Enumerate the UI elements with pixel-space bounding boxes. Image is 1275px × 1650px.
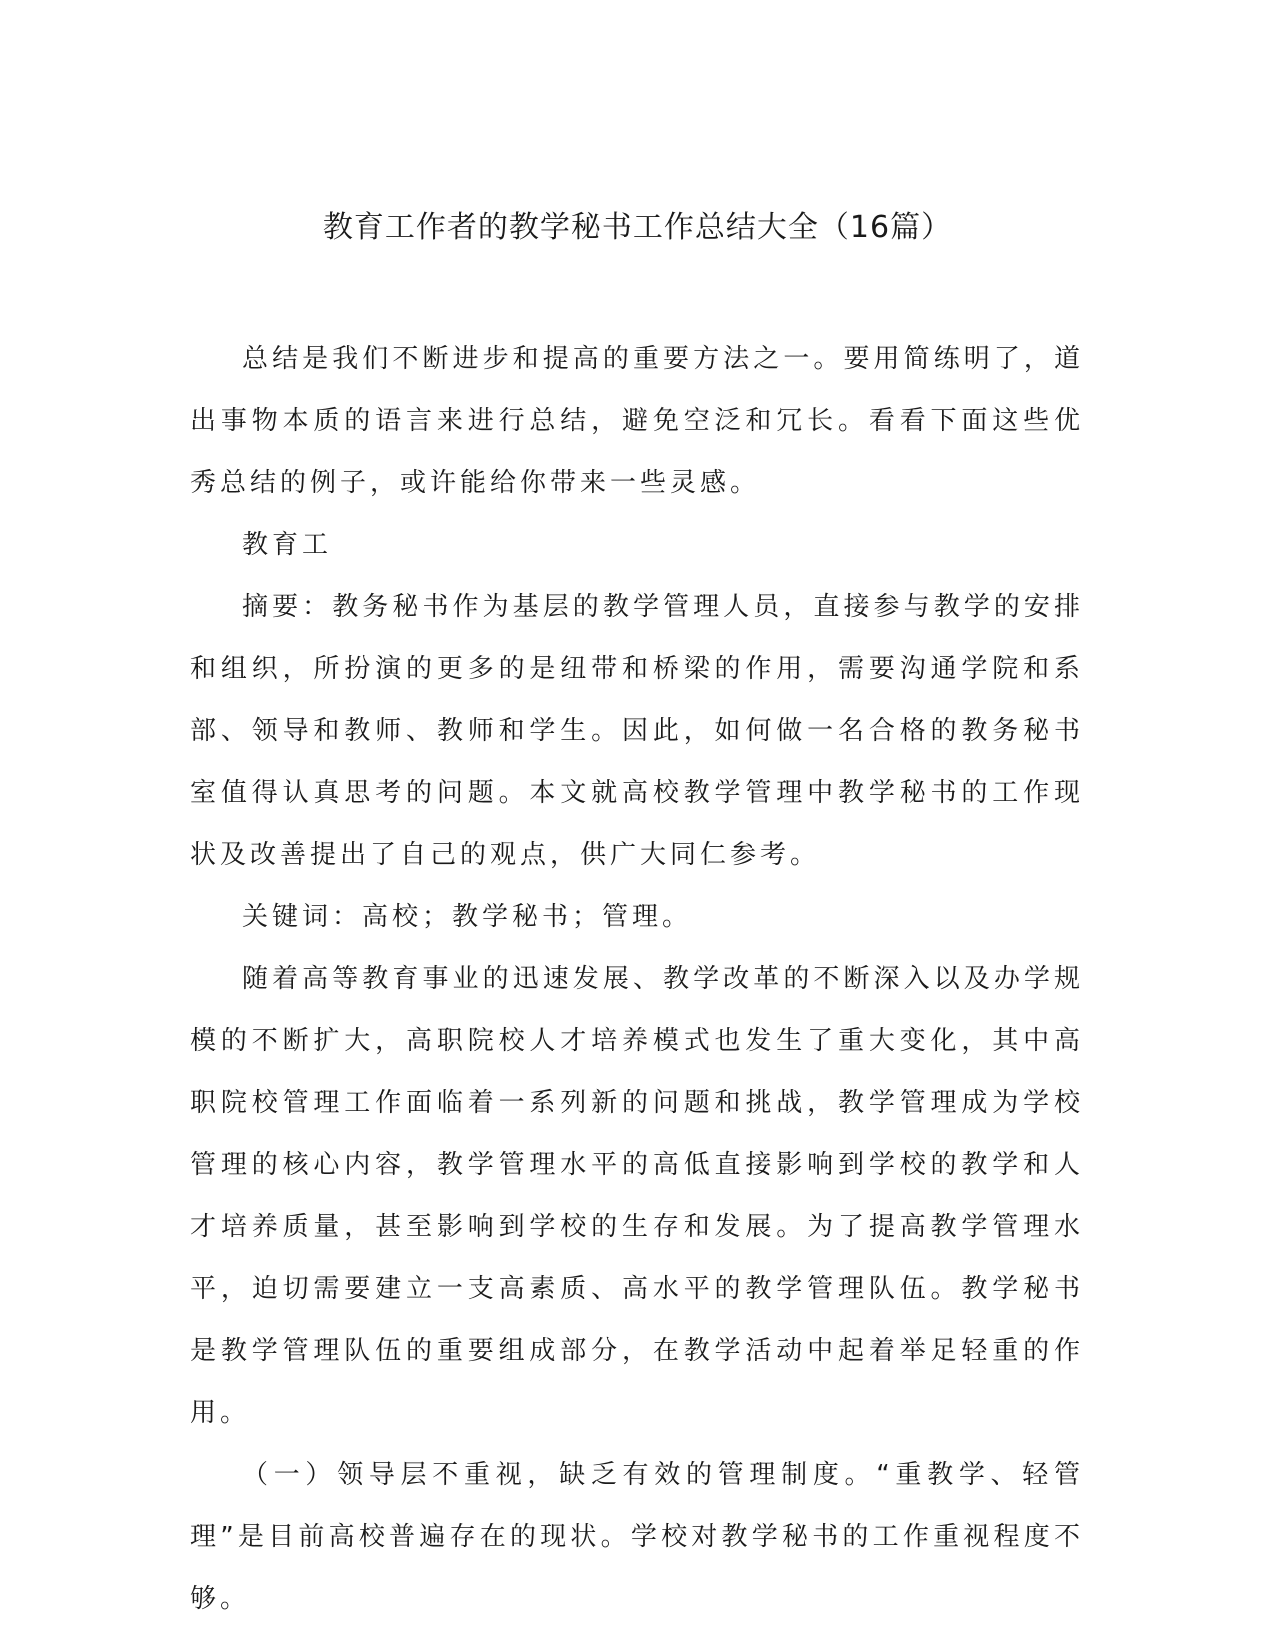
document-body (190, 328, 1084, 1630)
paragraph-background: 随着高等教育事业的迅速发展、教学改革的不断深入以及办学规模的不断扩大，高职院校人才培养模式也发生了重大变化，其中高职院校管理工作面临着一系列新的问题和挑战，教学管理成为学校管理的核心内容，教学管理水平的高低直接影响到学校的教学和人才培养质量，甚至影响到学校的生存和发展。为了提高教学管理水平，迫切需要建立一支高素质、高水平的教学管理队伍。教学秘书是教学管理队伍的重要组成部分，在教学活动中起着举足轻重的作用。 (190, 964, 1084, 1428)
paragraph-abstract: 摘要：教务秘书作为基层的教学管理人员，直接参与教学的安排和组织，所扮演的更多的是纽带和桥梁的作用，需要沟通学院和系部、领导和教师、教师和学生。因此，如何做一名合格的教务秘书室值得认真思考的问题。本文就高校教学管理中教学秘书的工作现状及改善提出了自己的观点，供广大同仁参考。 (190, 592, 1084, 870)
document-title: 教育工作者的教学秘书工作总结大全（16篇） (322, 210, 953, 245)
paragraph-problem-1: （一）领导层不重视，缺乏有效的管理制度。“重教学、轻管理”是目前高校普遍存在的现状。学校对教学秘书的工作重视程度不够。 (190, 1460, 1084, 1614)
paragraph-keywords: 关键词：高校；教学秘书；管理。 (242, 902, 693, 932)
paragraph-intro: 总结是我们不断进步和提高的重要方法之一。要用简练明了，道出事物本质的语言来进行总结，避免空泛和冗长。看看下面这些优秀总结的例子，或许能给你带来一些灵感。 (190, 344, 1084, 498)
paragraph-section-heading: 教育工 (242, 530, 333, 560)
